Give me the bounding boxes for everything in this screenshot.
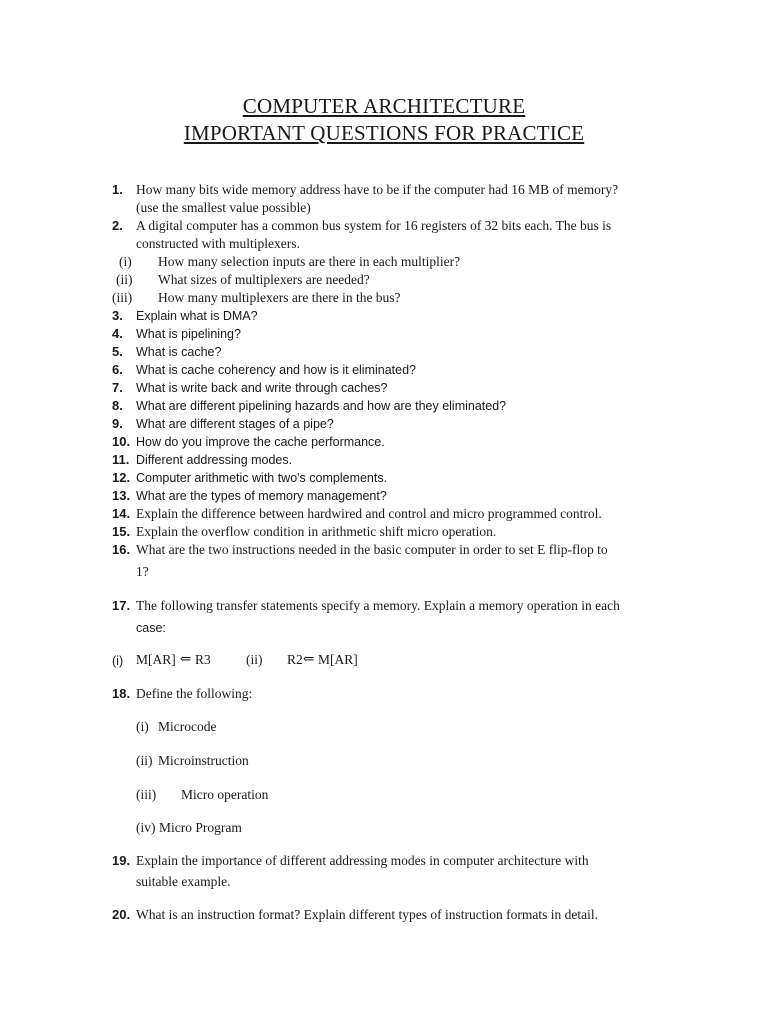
- subpart-number: (i): [119, 254, 132, 269]
- question-text: What are different pipelining hazards and how are they eliminated?: [136, 399, 507, 413]
- definition-text: Microinstruction: [158, 753, 249, 768]
- title-line-1: COMPUTER ARCHITECTURE: [242, 94, 526, 118]
- title-line-2: IMPORTANT QUESTIONS FOR PRACTICE: [183, 121, 585, 145]
- question-number: 11.: [112, 452, 130, 467]
- subpart-text: What sizes of multiplexers are needed?: [158, 272, 370, 287]
- question-text: Explain what is DMA?: [136, 309, 258, 323]
- question-text: Explain the difference between hardwired and control and micro programmed control.: [136, 506, 602, 521]
- question-number: 13.: [112, 488, 131, 503]
- question-text: Define the following:: [136, 686, 253, 701]
- transfer-right: R3: [195, 652, 211, 667]
- question-number: 1.: [112, 182, 123, 197]
- question-text: What are the types of memory management?: [136, 489, 387, 503]
- question-number: 7.: [112, 380, 123, 395]
- question-text: How do you improve the cache performance.: [136, 435, 385, 449]
- question-number: 17.: [112, 598, 131, 613]
- question-text: constructed with multiplexers.: [136, 236, 300, 251]
- part-number: (ii): [246, 652, 263, 667]
- question-number: 8.: [112, 398, 123, 413]
- subpart-text: How many selection inputs are there in each multiplier?: [158, 254, 461, 269]
- question-number: 5.: [112, 344, 123, 359]
- question-number: 6.: [112, 362, 123, 377]
- left-arrow-icon: ⇐: [303, 651, 315, 666]
- definition-text: Micro operation: [181, 787, 269, 802]
- question-text: suitable example.: [136, 874, 231, 889]
- question-number: 18.: [112, 686, 131, 701]
- transfer-right: M[AR]: [318, 652, 358, 667]
- question-text: The following transfer statements specify a memory. Explain a memory operation in each: [136, 598, 620, 613]
- definition-number: (iv): [136, 820, 156, 835]
- definition-number: (i): [136, 719, 149, 734]
- left-arrow-icon: ⇐: [180, 651, 192, 666]
- question-number: 2.: [112, 218, 123, 233]
- question-number: 20.: [112, 907, 131, 922]
- transfer-left: R2: [287, 652, 303, 667]
- question-text: Computer arithmetic with two's complements.: [136, 471, 388, 485]
- definition-number: (ii): [136, 753, 153, 768]
- question-text: (use the smallest value possible): [136, 200, 311, 215]
- definition-text: Microcode: [158, 719, 217, 734]
- question-text: What are different stages of a pipe?: [136, 417, 334, 431]
- question-number: 4.: [112, 326, 123, 341]
- definition-text: Micro Program: [159, 820, 242, 835]
- question-number: 10.: [112, 434, 131, 449]
- question-text: Explain the overflow condition in arithmetic shift micro operation.: [136, 524, 497, 539]
- question-text: Different addressing modes.: [136, 453, 293, 467]
- question-text: case:: [136, 621, 166, 635]
- question-text: A digital computer has a common bus system for 16 registers of 32 bits each. The bus is: [136, 218, 612, 233]
- part-number: (i): [112, 654, 124, 668]
- transfer-left: M[AR]: [136, 652, 176, 667]
- definition-number: (iii): [136, 787, 157, 802]
- question-number: 19.: [112, 853, 131, 868]
- question-number: 9.: [112, 416, 123, 431]
- question-number: 12.: [112, 470, 131, 485]
- subpart-number: (ii): [116, 272, 133, 287]
- question-text: What are the two instructions needed in the basic computer in order to set E flip-flop to: [136, 542, 608, 557]
- question-number: 14.: [112, 506, 131, 521]
- question-text: What is cache coherency and how is it eliminated?: [136, 363, 417, 377]
- question-number: 15.: [112, 524, 131, 539]
- question-number: 3.: [112, 308, 123, 323]
- subpart-number: (iii): [112, 290, 133, 305]
- question-number: 16.: [112, 542, 131, 557]
- question-text: What is pipelining?: [136, 327, 241, 341]
- question-text: How many bits wide memory address have to be if the computer had 16 MB of memory?: [136, 182, 619, 197]
- question-text: What is cache?: [136, 345, 222, 359]
- question-text: What is write back and write through caches?: [136, 381, 388, 395]
- subpart-text: How many multiplexers are there in the bus?: [158, 290, 401, 305]
- question-text: Explain the importance of different addressing modes in computer architecture with: [136, 853, 589, 868]
- question-text: What is an instruction format? Explain different types of instruction formats in detail.: [136, 907, 599, 922]
- question-text: 1?: [136, 564, 149, 579]
